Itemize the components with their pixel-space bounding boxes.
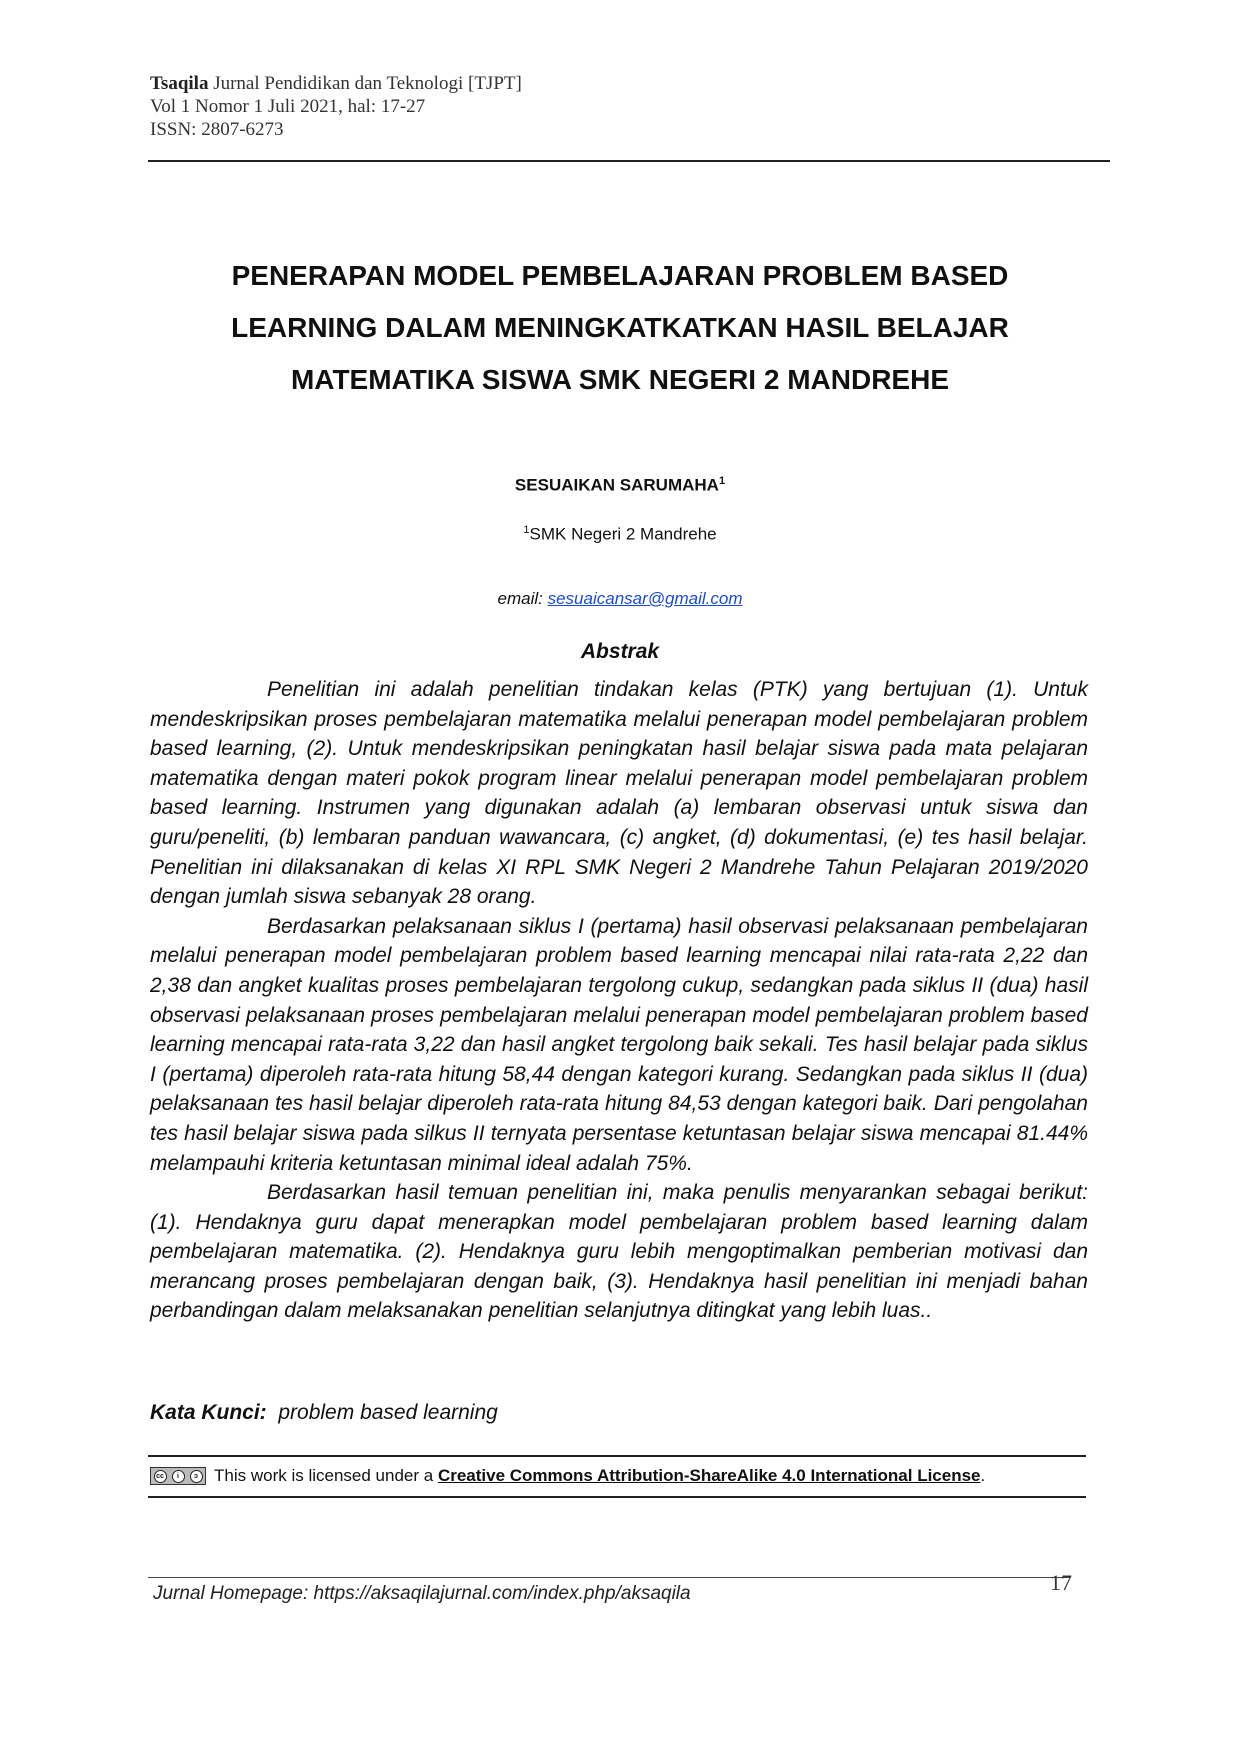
journal-volume: Vol 1 Nomor 1 Juli 2021, hal: 17-27 (150, 96, 426, 117)
journal-homepage: Jurnal Homepage: https://aksaqilajurnal.com/index.php/aksaqila (153, 1583, 691, 1604)
license-divider-bottom (148, 1496, 1086, 1498)
abstract-paragraph: Berdasarkan hasil temuan penelitian ini, maka penulis menyarankan sebagai berikut: (1). Hendaknya guru dapat menerapkan model pembelajaran problem based learning dalam pembelajaran matematika. (2). Hendaknya guru lebih mengoptimalkan pemberian motivasi dan merancang proses pembelajaran dengan baik, (3). Hendaknya hasil penelitian ini menjadi bahan perbandingan dalam melaksanakan penelitian selanjutnya ditingkat yang lebih luas.. (150, 1181, 1088, 1323)
keywords (150, 1401, 498, 1425)
journal-subtitle: Jurnal Pendidikan dan Teknologi [TJPT] (213, 73, 522, 94)
email-line (150, 589, 1090, 609)
keywords-label: Kata Kunci: (150, 1401, 267, 1424)
paper-title (150, 250, 1090, 406)
page-number: 17 (1050, 1570, 1072, 1595)
abstract-body (150, 675, 1088, 1326)
abstract-heading: Abstrak (580, 640, 660, 663)
license-text: This work is licensed under a (214, 1466, 434, 1485)
author-superscript: 1 (718, 475, 726, 487)
license-line (150, 1466, 985, 1486)
abstract-paragraph: Penelitian ini adalah penelitian tindakan kelas (PTK) yang bertujuan (1). Untuk mendeskripsikan proses pembelajaran matematika melalui penerapan model pembelajaran problem based learning, (2). Untuk mendeskripsikan peningkatan hasil belajar siswa pada mata pelajaran matematika dengan materi pokok program linear melalui penerapan model pembelajaran problem based learning. Instrumen yang digunakan adalah (a) lembaran observasi untuk siswa dan guru/peneliti, (b) lembaran panduan wawancara, (c) angket, (d) dokumentasi, (e) tes hasil belajar. Penelitian ini dilaksanakan di kelas XI RPL SMK Negeri 2 Mandrehe Tahun Pelajaran 2019/2020 dengan jumlah siswa sebanyak 28 orang. (150, 678, 1088, 909)
license-link[interactable]: Creative Commons Attribution-ShareAlike 4.0 International License (437, 1466, 981, 1485)
header-divider (148, 160, 1110, 162)
journal-issn: ISSN: 2807-6273 (150, 119, 284, 140)
keywords-text: problem based learning (278, 1401, 498, 1424)
affiliation-superscript: 1 (523, 524, 530, 536)
title-line: MATEMATIKA SISWA SMK NEGERI 2 MANDREHE (290, 364, 949, 395)
author-text: SESUAIKAN SARUMAHA (514, 475, 719, 495)
license-period: . (980, 1466, 986, 1485)
author-name (150, 475, 1090, 496)
abstract-paragraph: Berdasarkan pelaksanaan siklus I (pertama) hasil observasi pelaksanaan pembelajaran melalui penerapan model pembelajaran problem based learning mencapai nilai rata-rata 2,22 dan 2,38 dan angket kualitas proses pembelajaran tergolong cukup, sedangkan pada siklus II (dua) hasil observasi pelaksanaan proses pembelajaran melalui penerapan model pembelajaran problem based learning mencapai rata-rata 3,22 dan hasil angket tergolong baik sekali. Tes hasil belajar pada siklus I (pertama) diperoleh rata-rata hitung 58,44 dengan kategori kurang. Sedangkan pada siklus II (dua) pelaksanaan tes hasil belajar diperoleh rata-rata hitung 84,53 dengan kategori baik. Dari pengolahan tes hasil belajar siswa pada silkus II ternyata persentase ketuntasan belajar siswa mencapai 81.44% melampauhi kriteria ketuntasan minimal ideal adalah 75%. (150, 914, 1088, 1175)
journal-name: Tsaqila (150, 73, 209, 94)
cc-by-sa-icon[interactable]: cc i ↄ (150, 1467, 206, 1485)
footer-divider (148, 1577, 1070, 1578)
email-link[interactable]: sesuaicansar@gmail.com (547, 589, 743, 608)
journal-header (150, 72, 522, 141)
title-line: LEARNING DALAM MENINGKATKATKAN HASIL BELAJAR (231, 312, 1009, 343)
email-label: email: (497, 589, 543, 608)
affiliation (150, 524, 1090, 545)
license-divider-top (148, 1455, 1086, 1457)
journal-title-line (150, 72, 522, 95)
affiliation-text: SMK Negeri 2 Mandrehe (529, 524, 717, 544)
title-line: PENERAPAN MODEL PEMBELAJARAN PROBLEM BASED (231, 260, 1009, 291)
